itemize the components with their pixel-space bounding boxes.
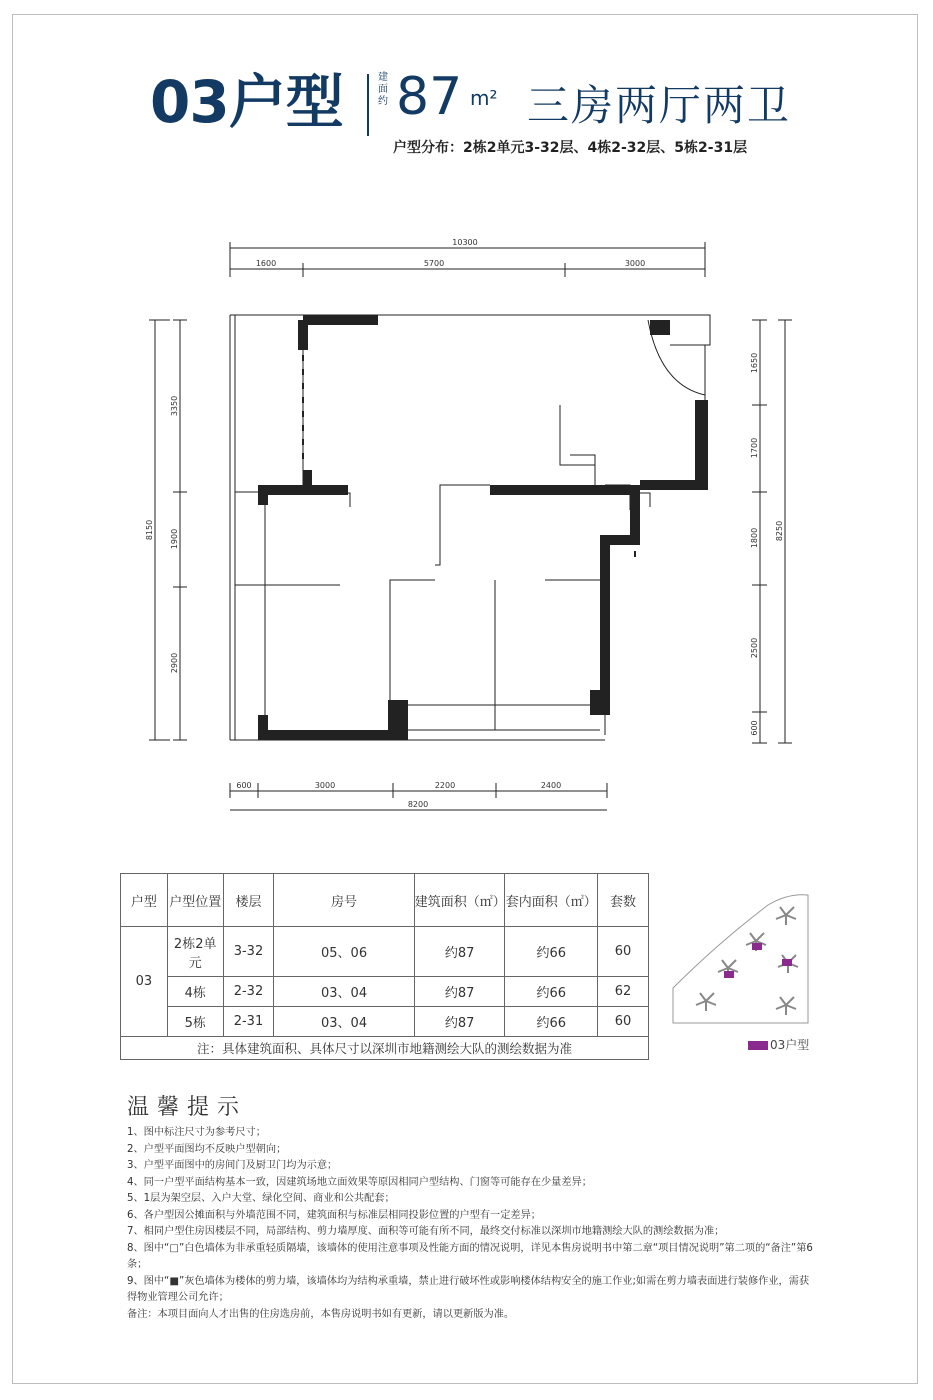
area-value: 87 <box>396 67 463 127</box>
cell-rooms: 03、04 <box>274 1007 414 1037</box>
cell-rooms: 03、04 <box>274 977 414 1007</box>
cell-rooms: 05、06 <box>274 927 414 977</box>
tip-item: 备注：本项目面向人才出售的住房选房前，本售房说明书如有更新，请以更新版为准。 <box>127 1308 515 1320</box>
table-row <box>121 927 649 977</box>
site-plan <box>668 893 818 1031</box>
cell-position: 5栋 <box>167 1007 223 1037</box>
dim-right-part: 600 <box>750 720 759 736</box>
cell-net: 约66 <box>505 927 598 977</box>
dim-right-part: 2500 <box>750 637 759 659</box>
cell-gross: 约87 <box>414 927 505 977</box>
tip-item: 7、相同户型住房因楼层不同，局部结构、剪力墙厚度、面积等可能有所不同，最终交付标准以深圳市地籍测绘大队的测绘数据为准； <box>127 1226 725 1237</box>
cell-floors: 2-32 <box>223 977 274 1007</box>
cell-gross: 约87 <box>414 1007 505 1037</box>
cell-gross: 约87 <box>414 977 505 1007</box>
legend-swatch <box>748 1041 768 1050</box>
legend <box>748 1036 809 1053</box>
col-header: 房号 <box>274 874 414 927</box>
dim-bottom-total: 8200 <box>407 800 429 809</box>
legend-label: 03户型 <box>770 1038 810 1052</box>
tips-list <box>127 1125 817 1323</box>
dim-right-part: 1650 <box>750 352 759 374</box>
dim-left-total: 8150 <box>145 519 154 541</box>
table-row <box>121 977 649 1007</box>
dim-top-total: 10300 <box>452 238 478 247</box>
header-separator <box>367 74 369 136</box>
table-row <box>121 1007 649 1037</box>
tip-item: 5、1层为架空层、入户大堂、绿化空间、商业和公共配套； <box>127 1193 395 1204</box>
cell-floors: 2-31 <box>223 1007 274 1037</box>
unit-type-title: 03户型 <box>150 68 343 136</box>
col-header: 户型 <box>121 874 168 927</box>
cell-floors: 3-32 <box>223 927 274 977</box>
dim-bottom-part: 2400 <box>540 781 562 790</box>
tip-item: 1、图中标注尺寸为参考尺寸； <box>127 1127 266 1138</box>
col-header: 套数 <box>598 874 649 927</box>
unit-info-table <box>120 873 649 1060</box>
table-note-row <box>121 1037 649 1060</box>
cell-count: 60 <box>598 1007 649 1037</box>
highlight-unit <box>782 959 792 966</box>
dim-left-part: 1900 <box>170 528 179 550</box>
tip-item: 3、户型平面图中的房间门及厨卫门均为示意； <box>127 1160 338 1171</box>
cell-count: 60 <box>598 927 649 977</box>
cell-net: 约66 <box>505 977 598 1007</box>
floor-plan <box>140 235 800 815</box>
dim-right-part: 1800 <box>750 527 759 549</box>
dim-right-part: 1700 <box>750 437 759 459</box>
highlight-unit <box>724 971 734 978</box>
distribution-text: 户型分布：2栋2单元3-32层、4栋2-32层、5栋2-31层 <box>393 140 748 156</box>
cell-count: 62 <box>598 977 649 1007</box>
dim-top-part: 1600 <box>255 259 277 268</box>
tip-item: 4、同一户型平面结构基本一致，因建筑场地立面效果等原因相同户型结构、门窗等可能存在少量差异； <box>127 1176 592 1188</box>
cell-type: 03 <box>121 927 168 1037</box>
col-header: 楼层 <box>223 874 274 927</box>
tip-item: 9、图中“■”灰色墙体为楼体的剪力墙，该墙体均为结构承重墙，禁止进行破坏性或影响楼体结构安全的施工作业;如需在剪力墙表面进行装修作业，需获得物业管理公司允许； <box>127 1275 810 1303</box>
cell-net: 约66 <box>505 1007 598 1037</box>
cell-position: 4栋 <box>167 977 223 1007</box>
dim-right-total: 8250 <box>775 520 784 542</box>
col-header: 套内面积（㎡） <box>505 874 598 927</box>
dim-left-part: 2900 <box>170 652 179 674</box>
tip-item: 6、各户型因公摊面积与外墙范围不同，建筑面积与标准层相同投影位置的户型有一定差异； <box>127 1209 541 1221</box>
col-header: 户型位置 <box>167 874 223 927</box>
tip-item: 2、户型平面图均不反映户型朝向； <box>127 1143 287 1155</box>
cell-position: 2栋2单元 <box>167 927 223 977</box>
dim-top-part: 5700 <box>423 259 445 268</box>
dim-bottom-part: 600 <box>236 781 252 790</box>
dim-bottom-part: 3000 <box>314 781 336 790</box>
area-unit: m² <box>470 86 498 110</box>
highlight-unit <box>752 943 762 950</box>
tips-title: 温馨提示 <box>127 1095 248 1120</box>
tip-item: 8、图中“□”白色墙体为非承重轻质隔墙，该墙体的使用注意事项及性能方面的情况说明，详见本售房说明书中第二章“项目情况说明”第二项的“备注”第6条； <box>127 1242 813 1270</box>
table-note: 注：具体建筑面积、具体尺寸以深圳市地籍测绘大队的测绘数据为准 <box>121 1037 649 1060</box>
dim-top-part: 3000 <box>624 259 646 268</box>
dim-bottom-part: 2200 <box>434 781 456 790</box>
layout-title: 三房两厅两卫 <box>527 81 792 130</box>
col-header: 建筑面积（㎡） <box>414 874 505 927</box>
dim-left-part: 3350 <box>170 395 179 417</box>
area-label: 建面约 <box>378 72 388 107</box>
